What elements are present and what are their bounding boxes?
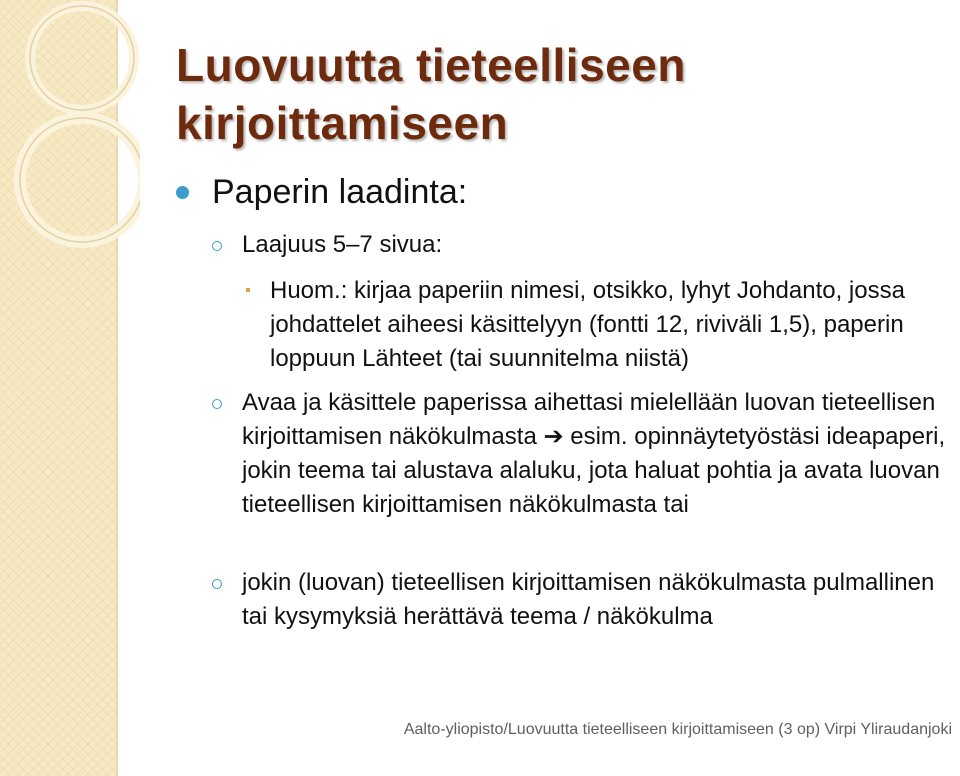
sub-list-item xyxy=(246,274,956,376)
slide-footer: Aalto-yliopisto/Luovuutta tieteelliseen kirjoittamiseen (3 op) Virpi Yliraudanjoki xyxy=(403,721,952,738)
heading-text: Paperin laadinta: xyxy=(212,173,468,211)
list-item-text: Laajuus 5–7 sivua: xyxy=(242,231,443,258)
slide-title: Luovuutta tieteelliseen kirjoittamiseen xyxy=(176,39,686,149)
bullet-square-icon xyxy=(246,288,250,292)
heading-bullet xyxy=(176,170,467,214)
bullet-ring-icon xyxy=(212,579,222,589)
decorative-rings xyxy=(0,0,140,320)
bullet-ring-icon xyxy=(212,399,222,409)
bullet-dot-icon xyxy=(176,186,189,199)
bullet-ring-icon xyxy=(212,241,222,251)
list-item xyxy=(212,566,957,634)
sub-list-item-text: Huom.: kirjaa paperiin nimesi, otsikko, lyhyt Johdanto, jossa johdattelet aiheesi käsittelyyn (fontti 12, riviväli 1,5), paperin loppuun Lähteet (tai suunnitelma niistä) xyxy=(270,277,905,372)
list-item xyxy=(212,386,957,522)
list-item-text: Avaa ja käsittele paperissa aihettasi mielellään luovan tieteellisen kirjoittamisen näkökulmasta ➔ esim. opinnäytetyöstäsi ideapaperi, jokin teema tai alustava alaluku, jota haluat pohtia ja avata luovan tieteellisen kirjoittamisen näkökulmasta tai xyxy=(242,389,946,518)
list-item-text: jokin (luovan) tieteellisen kirjoittamisen näkökulmasta pulmallinen tai kysymyksiä herättävä teema / näkökulma xyxy=(242,569,935,630)
list-item xyxy=(212,228,957,262)
